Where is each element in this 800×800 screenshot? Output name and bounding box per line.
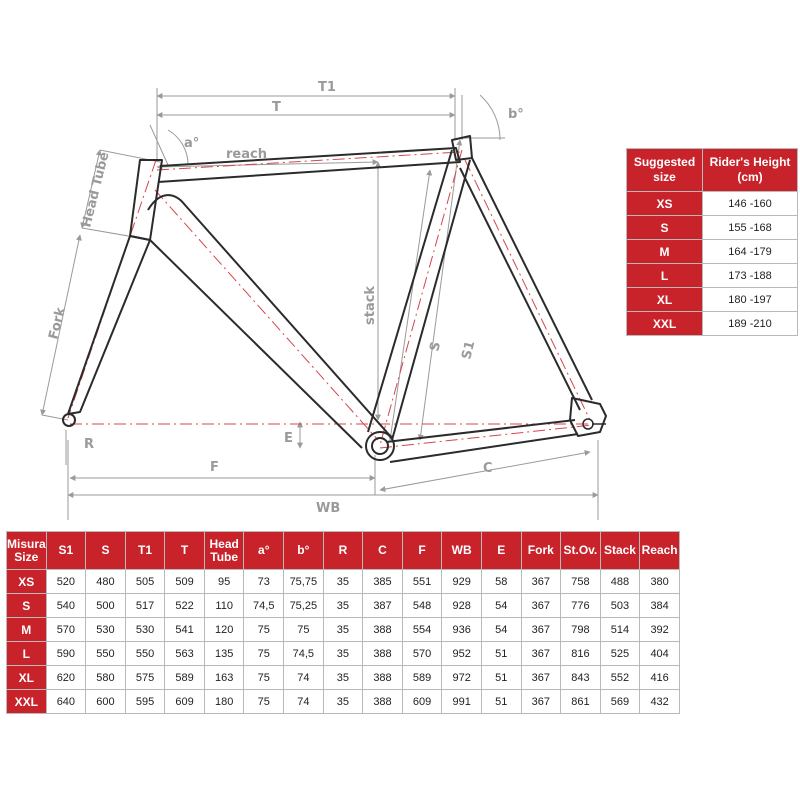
table-cell: 548 (402, 594, 442, 618)
geometry-column-header: Reach (640, 532, 680, 570)
table-cell: 928 (442, 594, 482, 618)
size-cell: XXL (627, 312, 703, 336)
table-cell: 551 (402, 570, 442, 594)
table-cell: 609 (402, 690, 442, 714)
table-cell: 758 (561, 570, 601, 594)
size-cell: L (627, 264, 703, 288)
table-cell: 520 (46, 570, 86, 594)
table-cell: 110 (204, 594, 244, 618)
table-cell: 367 (521, 666, 561, 690)
t1-label: T1 (318, 80, 336, 95)
geometry-column-header: F (402, 532, 442, 570)
size-cell: S (627, 216, 703, 240)
table-cell: 180 (204, 690, 244, 714)
table-row (7, 642, 680, 666)
table-cell: 75,75 (284, 570, 324, 594)
table-cell: 552 (600, 666, 640, 690)
table-cell: 488 (600, 570, 640, 594)
geometry-column-header: b° (284, 532, 324, 570)
size-row (627, 312, 798, 336)
table-cell: 589 (402, 666, 442, 690)
t-label: T (272, 100, 281, 115)
table-cell: 387 (363, 594, 403, 618)
bottom-bracket (366, 432, 394, 460)
e-label: E (284, 431, 293, 446)
size-cell: XL (7, 666, 47, 690)
table-cell: 367 (521, 618, 561, 642)
table-cell: 75 (244, 666, 284, 690)
table-cell: 432 (640, 690, 680, 714)
geometry-column-header: Head Tube (204, 532, 244, 570)
table-cell: 640 (46, 690, 86, 714)
r-label: R (84, 437, 95, 452)
height-cell: 173 -188 (703, 264, 798, 288)
table-cell: 600 (86, 690, 126, 714)
height-cell: 155 -168 (703, 216, 798, 240)
c-label: C (483, 461, 493, 476)
head-tube-label: Head Tube (79, 150, 113, 229)
table-cell: 388 (363, 618, 403, 642)
size-cell: L (7, 642, 47, 666)
table-cell: 514 (600, 618, 640, 642)
size-cell: M (627, 240, 703, 264)
table-cell: 798 (561, 618, 601, 642)
table-cell: 500 (86, 594, 126, 618)
geometry-table-body (7, 570, 680, 714)
table-cell: 388 (363, 666, 403, 690)
table-cell: 51 (481, 666, 521, 690)
table-cell: 35 (323, 642, 363, 666)
table-cell: 51 (481, 690, 521, 714)
table-cell: 991 (442, 690, 482, 714)
table-row (7, 618, 680, 642)
rider-size-table (626, 148, 798, 336)
table-cell: 554 (402, 618, 442, 642)
table-cell: 163 (204, 666, 244, 690)
size-cell: XS (627, 192, 703, 216)
reach-label: reach (226, 147, 267, 162)
table-cell: 367 (521, 570, 561, 594)
table-cell: 35 (323, 618, 363, 642)
table-cell: 367 (521, 690, 561, 714)
table-cell: 392 (640, 618, 680, 642)
table-cell: 550 (86, 642, 126, 666)
dimension-lines (42, 88, 598, 520)
table-cell: 74,5 (244, 594, 284, 618)
table-cell: 530 (125, 618, 165, 642)
table-cell: 95 (204, 570, 244, 594)
f-label: F (210, 460, 219, 475)
b-angle-label: b° (508, 107, 524, 122)
height-column-header: Rider's Height (cm) (703, 149, 798, 192)
size-cell: XXL (7, 690, 47, 714)
geometry-column-header: T1 (125, 532, 165, 570)
table-cell: 517 (125, 594, 165, 618)
size-cell: M (7, 618, 47, 642)
geometry-column-header: St.Ov. (561, 532, 601, 570)
table-cell: 75 (244, 690, 284, 714)
table-cell: 580 (86, 666, 126, 690)
table-cell: 74 (284, 666, 324, 690)
height-cell: 180 -197 (703, 288, 798, 312)
table-cell: 620 (46, 666, 86, 690)
table-cell: 589 (165, 666, 205, 690)
geometry-column-header: E (481, 532, 521, 570)
fork-label: Fork (46, 305, 69, 341)
table-cell: 525 (600, 642, 640, 666)
table-cell: 843 (561, 666, 601, 690)
table-cell: 590 (46, 642, 86, 666)
table-cell: 388 (363, 690, 403, 714)
wb-label: WB (316, 501, 341, 516)
table-cell: 861 (561, 690, 601, 714)
table-cell: 609 (165, 690, 205, 714)
table-row (7, 570, 680, 594)
geometry-column-header: C (363, 532, 403, 570)
table-cell: 936 (442, 618, 482, 642)
table-cell: 35 (323, 690, 363, 714)
table-cell: 35 (323, 594, 363, 618)
table-cell: 541 (165, 618, 205, 642)
table-cell: 575 (125, 666, 165, 690)
table-row (7, 594, 680, 618)
table-cell: 503 (600, 594, 640, 618)
size-column-header: Misura Size (7, 532, 47, 570)
table-cell: 54 (481, 594, 521, 618)
size-row (627, 216, 798, 240)
table-cell: 380 (640, 570, 680, 594)
table-cell: 75 (284, 618, 324, 642)
table-cell: 74,5 (284, 642, 324, 666)
size-row (627, 264, 798, 288)
size-cell: XS (7, 570, 47, 594)
size-column-header: Suggested size (627, 149, 703, 192)
table-cell: 35 (323, 666, 363, 690)
table-cell: 58 (481, 570, 521, 594)
size-row (627, 288, 798, 312)
table-cell: 388 (363, 642, 403, 666)
table-cell: 135 (204, 642, 244, 666)
table-cell: 35 (323, 570, 363, 594)
table-cell: 54 (481, 618, 521, 642)
geometry-column-header: R (323, 532, 363, 570)
geometry-column-header: S (86, 532, 126, 570)
table-cell: 569 (600, 690, 640, 714)
size-row (627, 192, 798, 216)
geometry-table (6, 531, 680, 714)
table-cell: 75,25 (284, 594, 324, 618)
s1-label: S1 (459, 339, 479, 361)
table-cell: 367 (521, 642, 561, 666)
table-cell: 505 (125, 570, 165, 594)
geometry-column-header: S1 (46, 532, 86, 570)
table-cell: 530 (86, 618, 126, 642)
table-cell: 75 (244, 618, 284, 642)
a-angle-label: a° (184, 136, 200, 151)
table-cell: 385 (363, 570, 403, 594)
table-cell: 972 (442, 666, 482, 690)
geometry-column-header: Fork (521, 532, 561, 570)
table-cell: 563 (165, 642, 205, 666)
size-cell: S (7, 594, 47, 618)
table-cell: 595 (125, 690, 165, 714)
geometry-column-header: a° (244, 532, 284, 570)
table-cell: 404 (640, 642, 680, 666)
table-cell: 73 (244, 570, 284, 594)
geometry-column-header: Stack (600, 532, 640, 570)
height-cell: 189 -210 (703, 312, 798, 336)
table-cell: 550 (125, 642, 165, 666)
table-cell: 522 (165, 594, 205, 618)
table-cell: 74 (284, 690, 324, 714)
height-cell: 164 -179 (703, 240, 798, 264)
frame-centerlines (68, 150, 600, 448)
table-row (7, 690, 680, 714)
table-cell: 75 (244, 642, 284, 666)
table-cell: 570 (402, 642, 442, 666)
table-cell: 540 (46, 594, 86, 618)
table-cell: 816 (561, 642, 601, 666)
frame-tubes (68, 136, 606, 462)
table-cell: 952 (442, 642, 482, 666)
table-row (7, 666, 680, 690)
size-row (627, 240, 798, 264)
geometry-header-row (7, 532, 680, 570)
s-label: S (427, 340, 445, 353)
geometry-column-header: WB (442, 532, 482, 570)
table-cell: 120 (204, 618, 244, 642)
table-cell: 929 (442, 570, 482, 594)
table-cell: 570 (46, 618, 86, 642)
table-cell: 367 (521, 594, 561, 618)
table-cell: 51 (481, 642, 521, 666)
size-cell: XL (627, 288, 703, 312)
table-cell: 776 (561, 594, 601, 618)
geometry-column-header: T (165, 532, 205, 570)
table-cell: 509 (165, 570, 205, 594)
height-cell: 146 -160 (703, 192, 798, 216)
stack-label: stack (363, 285, 378, 325)
table-cell: 416 (640, 666, 680, 690)
table-cell: 384 (640, 594, 680, 618)
table-cell: 480 (86, 570, 126, 594)
